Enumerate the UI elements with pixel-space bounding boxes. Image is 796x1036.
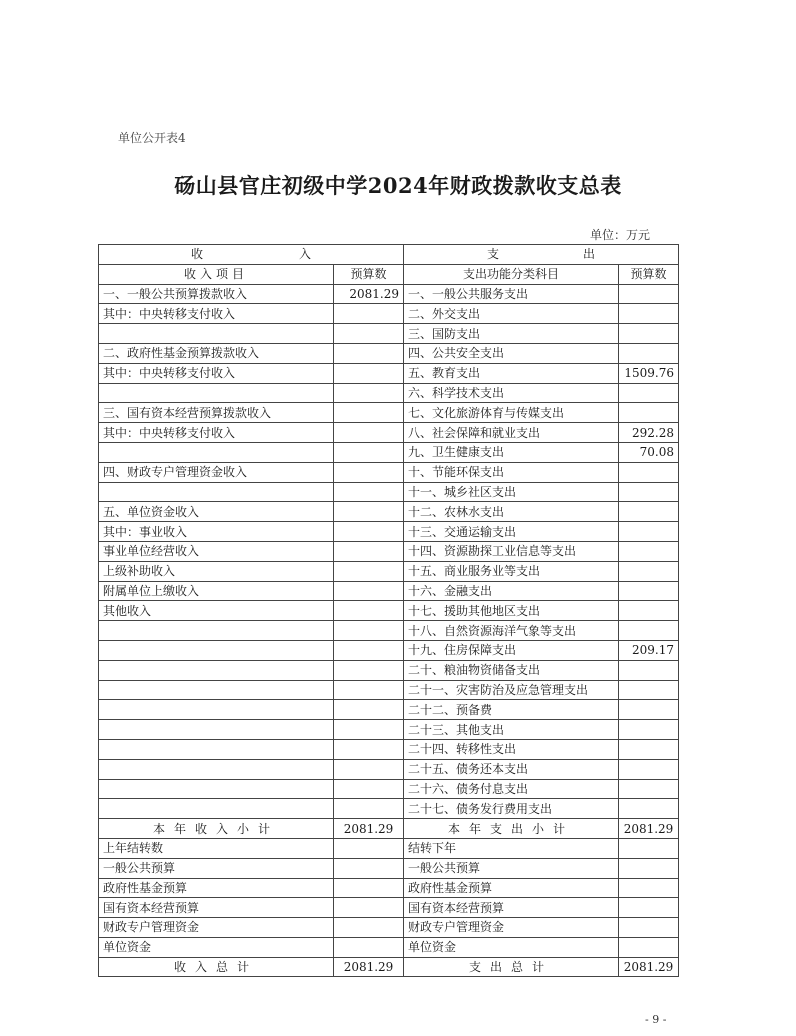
income-value-cell (334, 739, 404, 759)
table-row (99, 502, 679, 522)
income-item-cell: 其中：中央转移支付收入 (99, 423, 334, 443)
expense-item-cell: 二十六、债务付息支出 (404, 779, 619, 799)
carry-row (99, 858, 679, 878)
expense-value-cell (619, 700, 679, 720)
income-value-cell (334, 423, 404, 443)
expense-item-cell: 九、卫生健康支出 (404, 442, 619, 462)
table-row (99, 522, 679, 542)
income-value-cell (334, 601, 404, 621)
income-value-cell (334, 482, 404, 502)
income-value-cell (334, 383, 404, 403)
table-row (99, 779, 679, 799)
expense-value-cell (619, 581, 679, 601)
expense-item-cell: 二十、粮油物资储备支出 (404, 660, 619, 680)
income-value-cell (334, 700, 404, 720)
income-item-cell: 附属单位上缴收入 (99, 581, 334, 601)
income-value-cell (334, 304, 404, 324)
expense-item-cell: 三、国防支出 (404, 324, 619, 344)
expense-value-cell (619, 799, 679, 819)
income-value-cell (334, 522, 404, 542)
carry-income-cell: 政府性基金预算 (99, 878, 334, 898)
table-row (99, 660, 679, 680)
expense-item-cell: 十、节能环保支出 (404, 462, 619, 482)
income-value-cell (334, 759, 404, 779)
income-item-cell (99, 383, 334, 403)
expense-value-cell (619, 304, 679, 324)
income-item-col-header: 收入项目 (99, 264, 334, 284)
table-row (99, 482, 679, 502)
expense-item-cell: 七、文化旅游体育与传媒支出 (404, 403, 619, 423)
carry-expense-cell: 一般公共预算 (404, 858, 619, 878)
carry-income-cell: 财政专户管理资金 (99, 918, 334, 938)
carry-income-cell: 国有资本经营预算 (99, 898, 334, 918)
expense-item-cell: 一、一般公共服务支出 (404, 284, 619, 304)
expense-value-cell (619, 343, 679, 363)
income-item-cell (99, 621, 334, 641)
expense-total-label: 支出总计 (404, 957, 619, 977)
carry-expense-cell: 结转下年 (404, 838, 619, 858)
carry-expense-value-cell (619, 858, 679, 878)
carry-income-value-cell (334, 878, 404, 898)
table-row (99, 561, 679, 581)
table-row (99, 541, 679, 561)
table-row (99, 442, 679, 462)
expense-item-cell: 十九、住房保障支出 (404, 640, 619, 660)
income-value-cell (334, 541, 404, 561)
carry-income-value-cell (334, 858, 404, 878)
table-row (99, 403, 679, 423)
income-header: 收 入 (99, 245, 404, 265)
table-row (99, 700, 679, 720)
expense-value-cell (619, 660, 679, 680)
table-row (99, 640, 679, 660)
expense-item-cell: 十四、资源勘探工业信息等支出 (404, 541, 619, 561)
income-item-cell (99, 482, 334, 502)
expense-value-cell (619, 759, 679, 779)
expense-value-cell (619, 541, 679, 561)
carry-income-value-cell (334, 898, 404, 918)
income-item-cell (99, 779, 334, 799)
expense-item-cell: 十五、商业服务业等支出 (404, 561, 619, 581)
income-budget-col-header: 预算数 (334, 264, 404, 284)
income-item-cell: 四、财政专户管理资金收入 (99, 462, 334, 482)
carry-income-value-cell (334, 937, 404, 957)
expense-item-cell: 十三、交通运输支出 (404, 522, 619, 542)
table-row (99, 601, 679, 621)
expense-item-cell: 二、外交支出 (404, 304, 619, 324)
table-row (99, 383, 679, 403)
expense-value-cell (619, 482, 679, 502)
income-value-cell (334, 561, 404, 581)
income-item-cell (99, 700, 334, 720)
income-value-cell (334, 343, 404, 363)
income-item-cell (99, 720, 334, 740)
subtotal-row (99, 819, 679, 839)
table-row (99, 324, 679, 344)
income-item-cell: 其他收入 (99, 601, 334, 621)
carry-expense-cell: 政府性基金预算 (404, 878, 619, 898)
income-item-cell (99, 739, 334, 759)
carry-expense-value-cell (619, 898, 679, 918)
income-item-cell: 二、政府性基金预算拨款收入 (99, 343, 334, 363)
income-value-cell: 2081.29 (334, 284, 404, 304)
table-row (99, 343, 679, 363)
expense-value-cell (619, 284, 679, 304)
income-item-cell (99, 442, 334, 462)
expense-value-cell (619, 324, 679, 344)
income-value-cell (334, 621, 404, 641)
income-item-cell: 其中：中央转移支付收入 (99, 363, 334, 383)
expense-item-cell: 二十三、其他支出 (404, 720, 619, 740)
table-header-row-2 (99, 264, 679, 284)
expense-value-cell: 292.28 (619, 423, 679, 443)
carry-income-cell: 单位资金 (99, 937, 334, 957)
income-subtotal-label: 本年收入小计 (99, 819, 334, 839)
table-row (99, 621, 679, 641)
expense-header: 支 出 (404, 245, 679, 265)
expense-value-cell: 209.17 (619, 640, 679, 660)
expense-value-cell: 70.08 (619, 442, 679, 462)
carry-row (99, 878, 679, 898)
carry-row (99, 838, 679, 858)
carry-income-value-cell (334, 918, 404, 938)
carry-expense-value-cell (619, 838, 679, 858)
income-item-cell: 事业单位经营收入 (99, 541, 334, 561)
table-row (99, 759, 679, 779)
expense-item-cell: 十七、援助其他地区支出 (404, 601, 619, 621)
expense-item-cell: 五、教育支出 (404, 363, 619, 383)
expense-value-cell (619, 462, 679, 482)
carry-income-value-cell (334, 838, 404, 858)
carry-expense-cell: 国有资本经营预算 (404, 898, 619, 918)
expense-value-cell (619, 680, 679, 700)
carry-row (99, 918, 679, 938)
carry-row (99, 937, 679, 957)
expense-value-cell (619, 720, 679, 740)
table-row (99, 363, 679, 383)
expense-item-cell: 四、公共安全支出 (404, 343, 619, 363)
income-item-cell: 一、一般公共预算拨款收入 (99, 284, 334, 304)
expense-item-cell: 六、科学技术支出 (404, 383, 619, 403)
expense-item-cell: 二十七、债务发行费用支出 (404, 799, 619, 819)
table-row (99, 304, 679, 324)
expense-value-cell (619, 739, 679, 759)
table-row (99, 799, 679, 819)
expense-item-cell: 十六、金融支出 (404, 581, 619, 601)
income-value-cell (334, 799, 404, 819)
table-row (99, 462, 679, 482)
table-header-row-1 (99, 245, 679, 265)
expense-value-cell (619, 403, 679, 423)
carry-expense-cell: 单位资金 (404, 937, 619, 957)
expense-budget-col-header: 预算数 (619, 264, 679, 284)
expense-item-cell: 八、社会保障和就业支出 (404, 423, 619, 443)
table-row (99, 284, 679, 304)
income-item-cell: 上级补助收入 (99, 561, 334, 581)
income-value-cell (334, 363, 404, 383)
expense-item-cell: 十二、农林水支出 (404, 502, 619, 522)
unit-label: 单位：万元 (590, 228, 651, 242)
table-row (99, 581, 679, 601)
expense-value-cell (619, 502, 679, 522)
expense-item-cell: 十一、城乡社区支出 (404, 482, 619, 502)
form-label: 单位公开表4 (118, 131, 186, 145)
table-row (99, 423, 679, 443)
expense-item-col-header: 支出功能分类科目 (404, 264, 619, 284)
table-row (99, 720, 679, 740)
page-title: 砀山县官庄初级中学2024年财政拨款收支总表 (174, 173, 622, 198)
income-value-cell (334, 680, 404, 700)
carry-expense-value-cell (619, 937, 679, 957)
income-item-cell (99, 680, 334, 700)
income-value-cell (334, 581, 404, 601)
expense-item-cell: 二十二、预备费 (404, 700, 619, 720)
carry-income-cell: 上年结转数 (99, 838, 334, 858)
expense-value-cell (619, 561, 679, 581)
income-item-cell: 其中：事业收入 (99, 522, 334, 542)
expense-subtotal-value: 2081.29 (619, 819, 679, 839)
income-value-cell (334, 502, 404, 522)
expense-total-value: 2081.29 (619, 957, 679, 977)
income-value-cell (334, 462, 404, 482)
income-value-cell (334, 779, 404, 799)
income-total-value: 2081.29 (334, 957, 404, 977)
page-number: - 9 - (645, 1013, 667, 1026)
income-value-cell (334, 660, 404, 680)
expense-value-cell (619, 621, 679, 641)
income-item-cell: 五、单位资金收入 (99, 502, 334, 522)
table-row (99, 680, 679, 700)
expense-value-cell (619, 779, 679, 799)
income-value-cell (334, 324, 404, 344)
income-item-cell (99, 660, 334, 680)
income-item-cell (99, 759, 334, 779)
income-item-cell: 其中：中央转移支付收入 (99, 304, 334, 324)
income-item-cell (99, 640, 334, 660)
expense-item-cell: 二十四、转移性支出 (404, 739, 619, 759)
expense-value-cell (619, 522, 679, 542)
expense-item-cell: 二十五、债务还本支出 (404, 759, 619, 779)
carry-expense-value-cell (619, 878, 679, 898)
expense-value-cell (619, 601, 679, 621)
total-row (99, 957, 679, 977)
income-value-cell (334, 720, 404, 740)
carry-income-cell: 一般公共预算 (99, 858, 334, 878)
budget-table (98, 244, 679, 977)
income-value-cell (334, 442, 404, 462)
expense-item-cell: 二十一、灾害防治及应急管理支出 (404, 680, 619, 700)
income-item-cell (99, 799, 334, 819)
expense-value-cell (619, 383, 679, 403)
expense-value-cell: 1509.76 (619, 363, 679, 383)
income-subtotal-value: 2081.29 (334, 819, 404, 839)
income-item-cell (99, 324, 334, 344)
expense-item-cell: 十八、自然资源海洋气象等支出 (404, 621, 619, 641)
income-total-label: 收入总计 (99, 957, 334, 977)
income-value-cell (334, 640, 404, 660)
income-value-cell (334, 403, 404, 423)
carry-expense-cell: 财政专户管理资金 (404, 918, 619, 938)
income-item-cell: 三、国有资本经营预算拨款收入 (99, 403, 334, 423)
carry-row (99, 898, 679, 918)
carry-expense-value-cell (619, 918, 679, 938)
table-row (99, 739, 679, 759)
expense-subtotal-label: 本年支出小计 (404, 819, 619, 839)
